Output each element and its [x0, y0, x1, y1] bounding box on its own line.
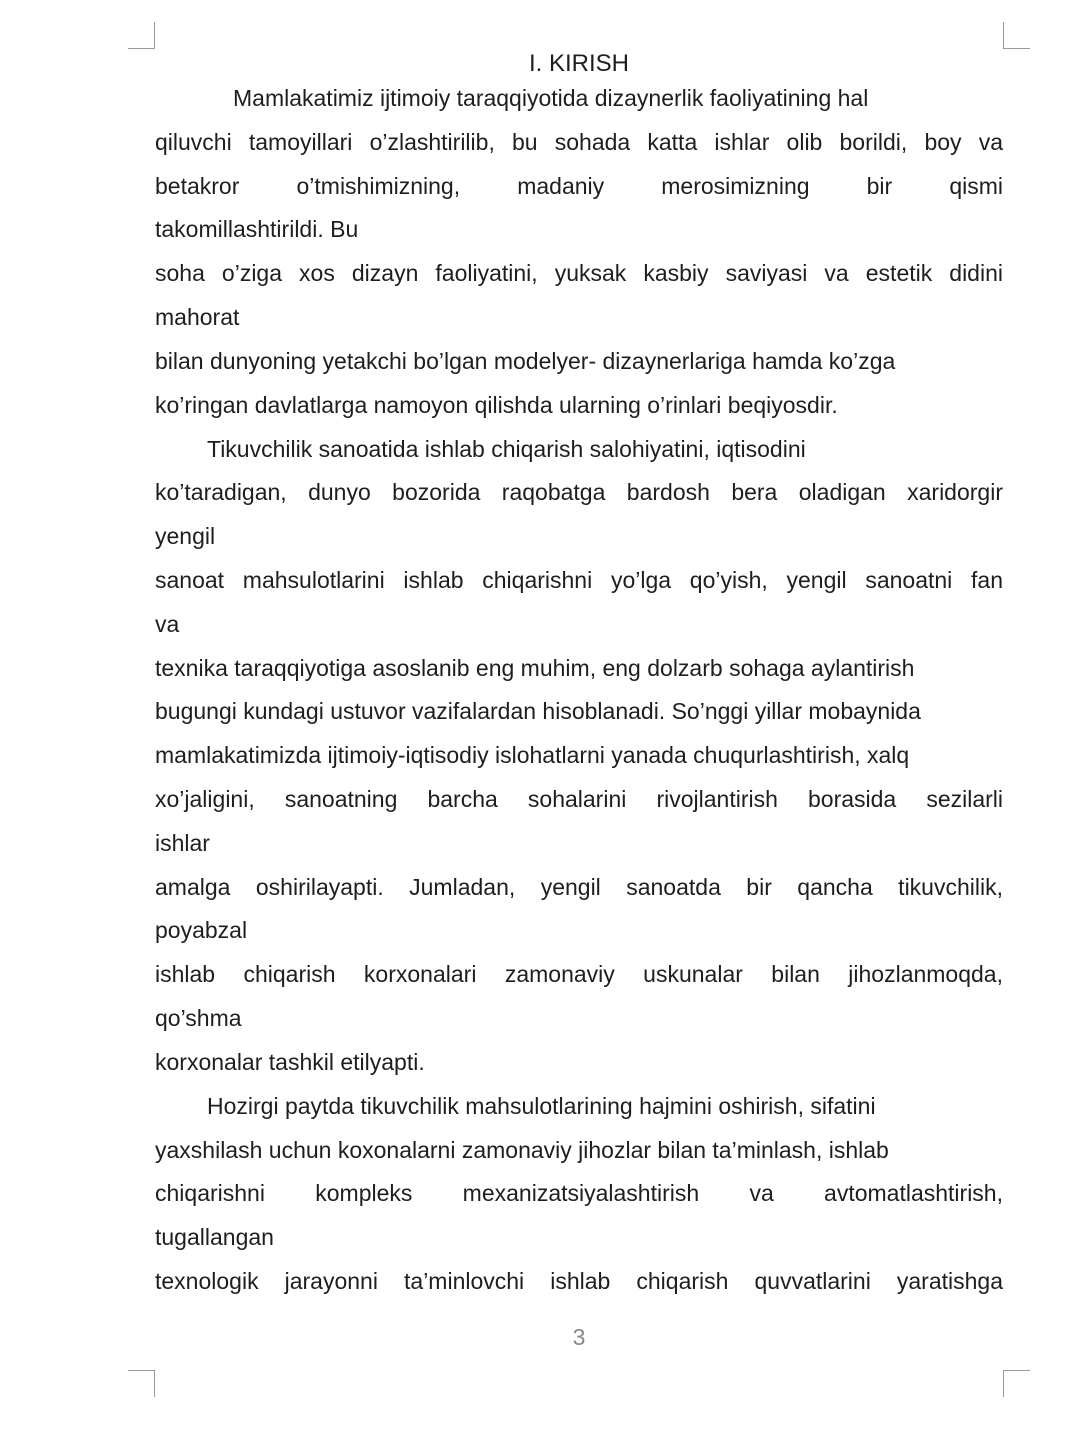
text-line: va: [155, 611, 180, 637]
page-number: 3: [572, 1324, 586, 1350]
text-line: mamlakatimizda ijtimoiy-iqtisodiy islohatlarni yanada chuqurlashtirish, xalq: [155, 742, 910, 768]
text-line: qo’shma: [155, 1005, 242, 1031]
text-line: tugallangan: [155, 1224, 274, 1250]
text-line: soha o’ziga xos dizayn faoliyatini, yuksak kasbiy saviyasi va estetik didini: [155, 260, 1003, 286]
text-line: ishlab chiqarish korxonalari zamonaviy uskunalar bilan jihozlanmoqda,: [155, 961, 1003, 987]
text-line: chiqarishni kompleks mexanizatsiyalashtirish va avtomatlashtirish,: [155, 1180, 1003, 1206]
text-line: Hozirgi paytda tikuvchilik mahsulotlarining hajmini oshirish, sifatini: [207, 1093, 876, 1119]
text-line: ishlar: [155, 830, 210, 856]
text-line: yaxshilash uchun koxonalarni zamonaviy jihozlar bilan ta’minlash, ishlab: [155, 1137, 889, 1163]
text-line: texnologik jarayonni ta’minlovchi ishlab chiqarish quvvatlarini yaratishga: [155, 1268, 1003, 1294]
text-line: texnika taraqqiyotiga asoslanib eng muhim, eng dolzarb sohaga aylantirish: [155, 655, 915, 681]
text-line: xo’jaligini, sanoatning barcha sohalarini rivojlantirish borasida sezilarli: [155, 786, 1003, 812]
text-line: betakror o’tmishimizning, madaniy merosimizning bir qismi: [155, 173, 1003, 199]
text-line: poyabzal: [155, 917, 248, 943]
crop-mark-bottom-left: [128, 1370, 155, 1397]
text-line: sanoat mahsulotlarini ishlab chiqarishni yo’lga qo’yish, yengil sanoatni fan: [155, 567, 1003, 593]
crop-mark-bottom-right: [1003, 1370, 1030, 1397]
crop-mark-top-left: [128, 22, 155, 49]
page-title: I. KIRISH: [528, 50, 630, 77]
text-line: mahorat: [155, 304, 240, 330]
text-line: Tikuvchilik sanoatida ishlab chiqarish salohiyatini, iqtisodini: [207, 436, 806, 462]
text-line: yengil: [155, 523, 216, 549]
text-line: korxonalar tashkil etilyapti.: [155, 1049, 425, 1075]
text-line: ko’ringan davlatlarga namoyon qilishda ularning o’rinlari beqiyosdir.: [155, 392, 838, 418]
text-line: Mamlakatimiz ijtimoiy taraqqiyotida dizaynerlik faoliyatining hal: [233, 85, 869, 111]
crop-mark-top-right: [1003, 22, 1030, 49]
text-line: takomillashtirildi. Bu: [155, 216, 359, 242]
text-line: bugungi kundagi ustuvor vazifalardan hisoblanadi. So’nggi yillar mobaynida: [155, 698, 921, 724]
text-line: qiluvchi tamoyillari o’zlashtirilib, bu sohada katta ishlar olib borildi, boy va: [155, 129, 1003, 155]
text-line: amalga oshirilayapti. Jumladan, yengil sanoatda bir qancha tikuvchilik,: [155, 874, 1003, 900]
text-line: bilan dunyoning yetakchi bo’lgan modelyer- dizaynerlariga hamda ko’zga: [155, 348, 896, 374]
text-line: ko’taradigan, dunyo bozorida raqobatga bardosh bera oladigan xaridorgir: [155, 479, 1003, 505]
